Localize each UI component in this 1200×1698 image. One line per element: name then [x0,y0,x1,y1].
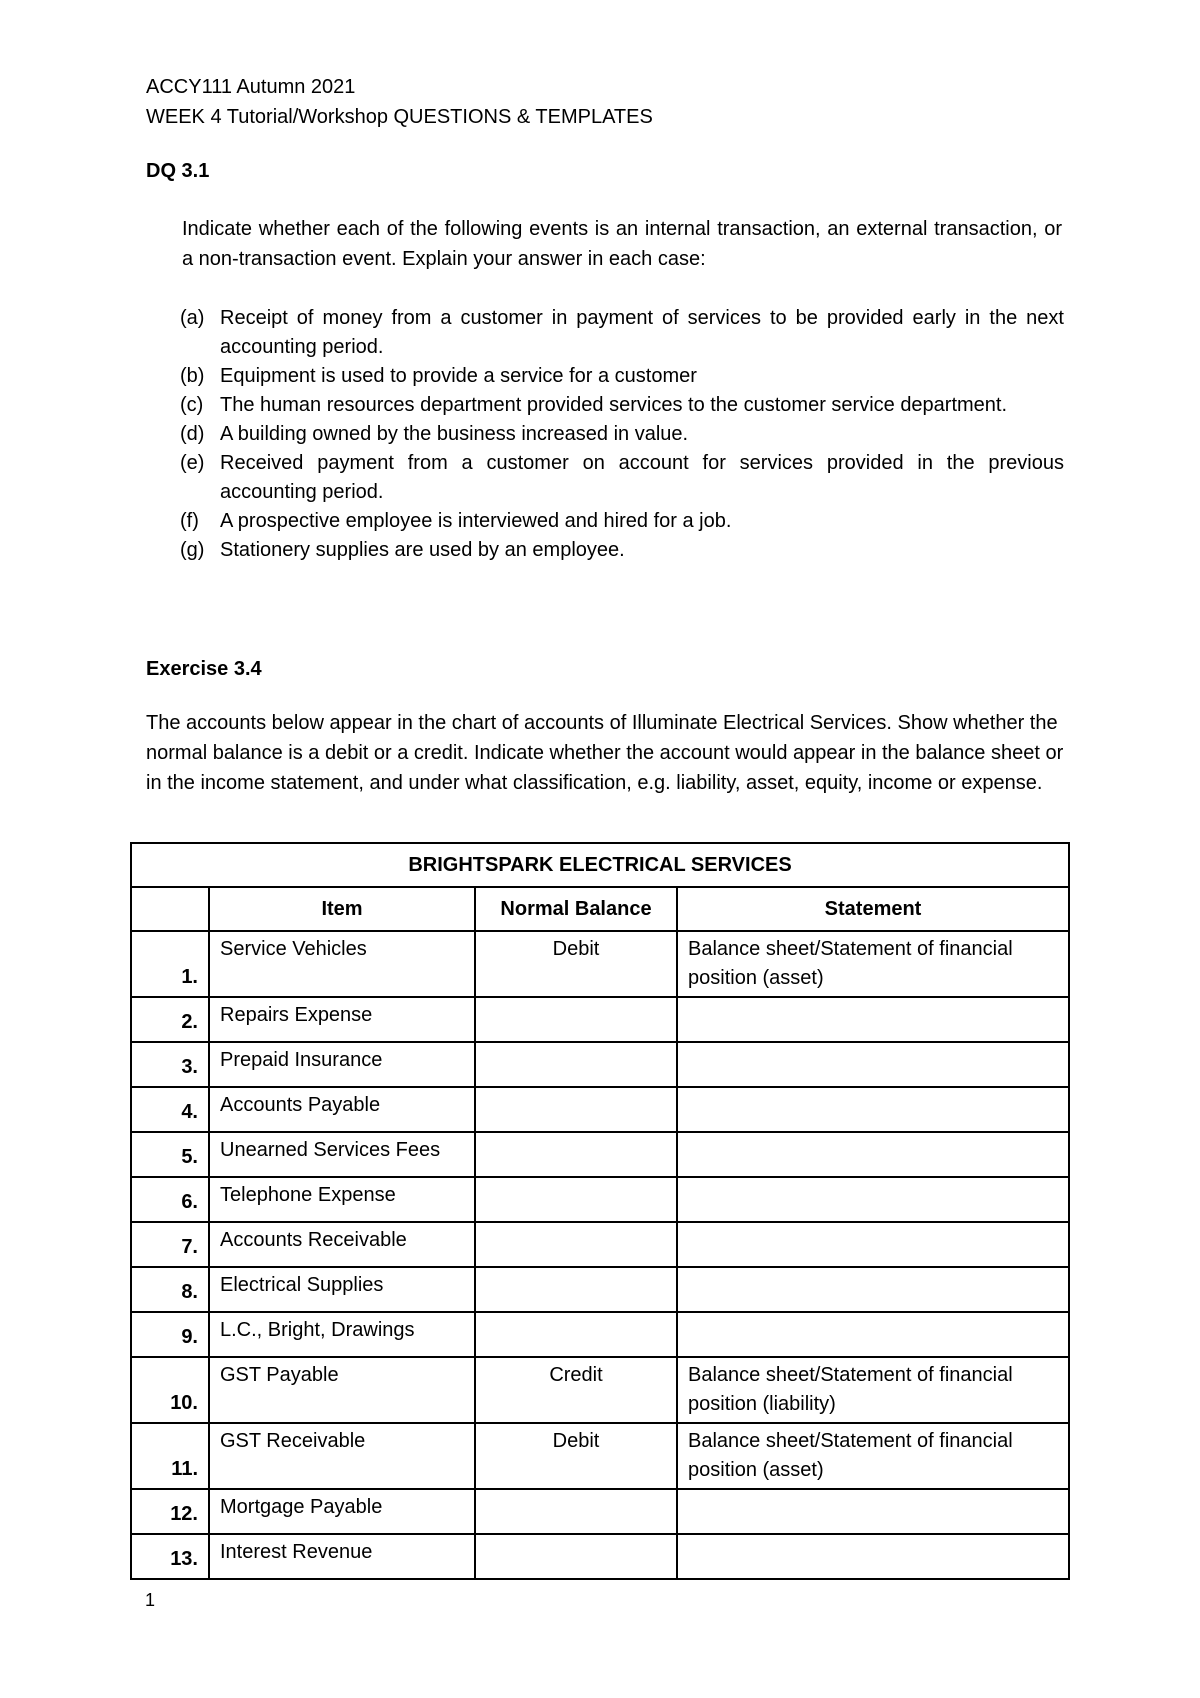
table-row [131,1423,1069,1489]
table-row [131,1087,1069,1132]
row-normal-balance [475,1087,677,1132]
row-item: Electrical Supplies [209,1267,475,1312]
row-normal-balance: Credit [475,1357,677,1423]
row-item: Prepaid Insurance [209,1042,475,1087]
document-subtitle: WEEK 4 Tutorial/Workshop QUESTIONS & TEMPLATES [146,106,653,128]
row-statement [677,1267,1069,1312]
row-number: 1. [131,931,209,997]
table-row [131,1489,1069,1534]
row-normal-balance [475,1042,677,1087]
row-statement [677,1312,1069,1357]
row-statement [677,1489,1069,1534]
row-item: Accounts Payable [209,1087,475,1132]
dq-item-text: Received payment from a customer on account for services provided in the previous accounting period. [220,452,1064,503]
dq-item-text: Receipt of money from a customer in payment of services to be provided early in the next accounting period. [220,307,1064,358]
dq-item-label: (d) [180,423,205,445]
row-statement [677,997,1069,1042]
table-row [131,1222,1069,1267]
row-statement: Balance sheet/Statement of financial position (liability) [677,1357,1069,1423]
row-item: Mortgage Payable [209,1489,475,1534]
column-header-number [131,887,209,931]
dq-item-label: (c) [180,394,204,416]
row-number: 3. [131,1042,209,1087]
dq-item-text: Equipment is used to provide a service for a customer [220,365,697,387]
dq-instruction: Indicate whether each of the following events is an internal transaction, an external transaction, or a non-transaction event. Explain your answer in each case: [182,218,1062,270]
dq-item [180,391,1064,420]
exercise-instruction: The accounts below appear in the chart of accounts of Illuminate Electrical Services. Show whether the normal balance is a debit or a credit. Indicate whether the account would appear in the balance sheet or in the income statement, and under what classification, e.g. liability, asset, equity, income or expense. [146,712,1064,794]
dq-item-label: (f) [180,510,199,532]
row-normal-balance [475,1312,677,1357]
row-number: 9. [131,1312,209,1357]
dq-item [180,449,1064,507]
dq-item [180,536,1064,565]
table-title: BRIGHTSPARK ELECTRICAL SERVICES [131,843,1069,887]
row-number: 4. [131,1087,209,1132]
dq-item [180,304,1064,362]
table-row [131,1132,1069,1177]
table-row [131,997,1069,1042]
row-normal-balance: Debit [475,931,677,997]
dq-item-text: The human resources department provided services to the customer service department. [220,394,1008,416]
course-title: ACCY111 Autumn 2021 [146,76,356,98]
table-row [131,1267,1069,1312]
dq-item [180,420,1064,449]
row-number: 7. [131,1222,209,1267]
row-statement [677,1177,1069,1222]
row-normal-balance [475,1177,677,1222]
row-statement [677,1534,1069,1579]
dq-item-label: (b) [180,365,205,387]
dq-heading: DQ 3.1 [146,160,210,182]
row-normal-balance [475,1222,677,1267]
row-statement: Balance sheet/Statement of financial position (asset) [677,1423,1069,1489]
dq-item [180,507,1064,536]
dq-item-label: (a) [180,307,205,329]
row-item: Telephone Expense [209,1177,475,1222]
dq-item-label: (g) [180,539,205,561]
row-number: 11. [131,1423,209,1489]
dq-item [180,362,1064,391]
row-number: 12. [131,1489,209,1534]
row-normal-balance [475,1267,677,1312]
row-number: 13. [131,1534,209,1579]
row-item: Unearned Services Fees [209,1132,475,1177]
table-row [131,1357,1069,1423]
row-item: GST Payable [209,1357,475,1423]
row-number: 10. [131,1357,209,1423]
row-item: L.C., Bright, Drawings [209,1312,475,1357]
dq-item-text: A building owned by the business increased in value. [220,423,689,445]
row-item: Accounts Receivable [209,1222,475,1267]
row-normal-balance [475,997,677,1042]
dq-item-label: (e) [180,452,205,474]
table-row [131,931,1069,997]
row-statement [677,1087,1069,1132]
row-number: 8. [131,1267,209,1312]
row-item: Interest Revenue [209,1534,475,1579]
row-normal-balance [475,1534,677,1579]
dq-item-text: Stationery supplies are used by an employee. [220,539,625,561]
table-row [131,1534,1069,1579]
row-normal-balance [475,1132,677,1177]
page-number: 1 [145,1590,156,1610]
column-header-item: Item [209,887,475,931]
row-item: Service Vehicles [209,931,475,997]
accounts-table-body [131,931,1069,1579]
row-statement [677,1132,1069,1177]
dq-item-list [180,304,1064,565]
row-normal-balance [475,1489,677,1534]
row-statement [677,1222,1069,1267]
row-item: Repairs Expense [209,997,475,1042]
row-number: 5. [131,1132,209,1177]
column-header-normal-balance: Normal Balance [475,887,677,931]
row-number: 2. [131,997,209,1042]
dq-item-text: A prospective employee is interviewed and hired for a job. [220,510,732,532]
row-statement: Balance sheet/Statement of financial position (asset) [677,931,1069,997]
accounts-table [130,842,1070,1580]
row-number: 6. [131,1177,209,1222]
row-statement [677,1042,1069,1087]
table-row [131,1177,1069,1222]
row-item: GST Receivable [209,1423,475,1489]
column-header-statement: Statement [677,887,1069,931]
exercise-heading: Exercise 3.4 [146,658,262,680]
table-row [131,1312,1069,1357]
table-row [131,1042,1069,1087]
row-normal-balance: Debit [475,1423,677,1489]
